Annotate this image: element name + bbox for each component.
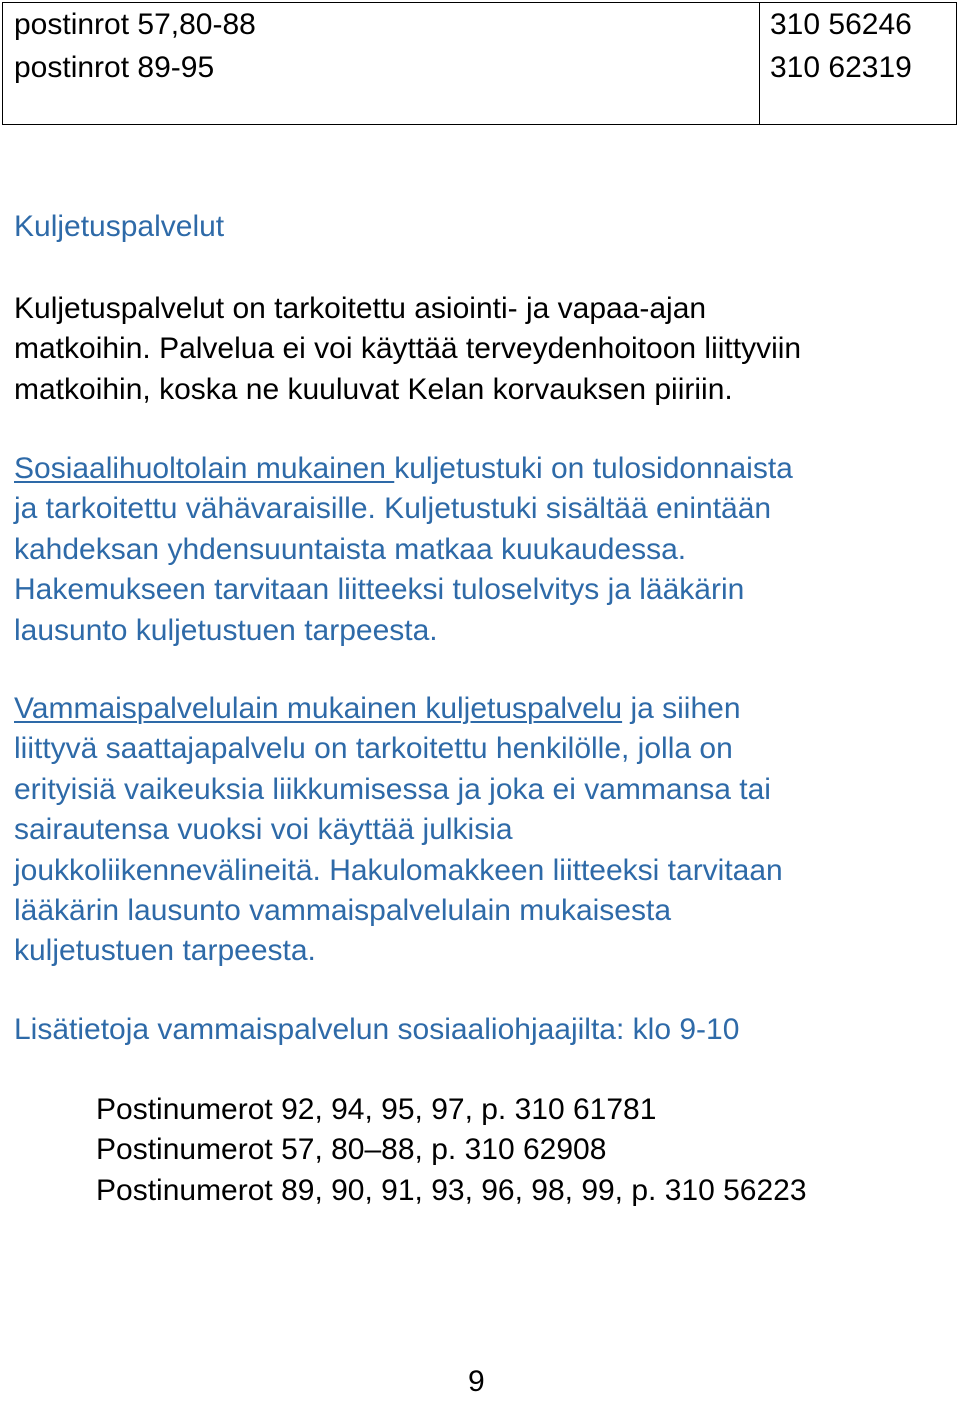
phone-number: 310 62319 xyxy=(770,51,912,84)
intro-paragraph xyxy=(14,289,949,410)
text-line: lääkärin lausunto vammaispalvelulain mukaisesta xyxy=(14,894,671,928)
postal-range-label: postinrot 57,80-88 xyxy=(14,8,256,41)
disability-services-act-link[interactable]: Vammaispalvelulain mukainen kuljetuspalvelu xyxy=(14,692,623,725)
table-row xyxy=(3,48,956,88)
social-welfare-act-link[interactable]: Sosiaalihuoltolain mukainen xyxy=(14,452,395,485)
text-line: erityisiä vaikeuksia liikkumisessa ja joka ei vammansa tai xyxy=(14,772,771,806)
phone-number: 310 56246 xyxy=(770,8,912,41)
contact-list xyxy=(96,1090,956,1211)
text-line: kuljetustuki on tulosidonnaista xyxy=(394,452,793,485)
list-item: Postinumerot 57, 80–88, p. 310 62908 xyxy=(96,1133,607,1167)
disability-services-paragraph xyxy=(14,689,949,972)
social-welfare-paragraph xyxy=(14,449,949,651)
text-line: joukkoliikennevälineitä. Hakulomakkeen liitteeksi tarvitaan xyxy=(14,853,783,887)
table-row xyxy=(3,5,956,45)
text-line: ja siihen xyxy=(622,692,741,725)
list-item: Postinumerot 92, 94, 95, 97, p. 310 61781 xyxy=(96,1093,657,1126)
text-line: kahdeksan yhdensuuntaista matkaa kuukaudessa. xyxy=(14,532,687,566)
text-line: kuljetustuen tarpeesta. xyxy=(14,934,316,968)
text-line: lausunto kuljetustuen tarpeesta. xyxy=(14,613,438,647)
text-line: Hakemukseen tarvitaan liitteeksi tuloselvitys ja lääkärin xyxy=(14,573,745,607)
text-line: matkoihin. Palvelua ei voi käyttää terveydenhoitoon liittyviin xyxy=(14,332,802,366)
more-info-line: Lisätietoja vammaispalvelun sosiaaliohjaajilta: klo 9-10 xyxy=(14,1013,740,1046)
text-line: ja tarkoitettu vähävaraisille. Kuljetustuki sisältää enintään xyxy=(14,492,772,526)
text-line: sairautensa vuoksi voi käyttää julkisia xyxy=(14,813,513,847)
page-number: 9 xyxy=(468,1365,485,1398)
postal-range-label: postinrot 89-95 xyxy=(14,51,215,84)
text-line: matkoihin, koska ne kuuluvat Kelan korvauksen piiriin. xyxy=(14,372,733,406)
text-line: Kuljetuspalvelut on tarkoitettu asiointi- ja vapaa-ajan xyxy=(14,292,707,325)
postal-code-table xyxy=(2,2,957,125)
text-line: liittyvä saattajapalvelu on tarkoitettu henkilölle, jolla on xyxy=(14,732,733,766)
list-item: Postinumerot 89, 90, 91, 93, 96, 98, 99, p. 310 56223 xyxy=(96,1173,807,1207)
section-heading: Kuljetuspalvelut xyxy=(14,210,225,243)
